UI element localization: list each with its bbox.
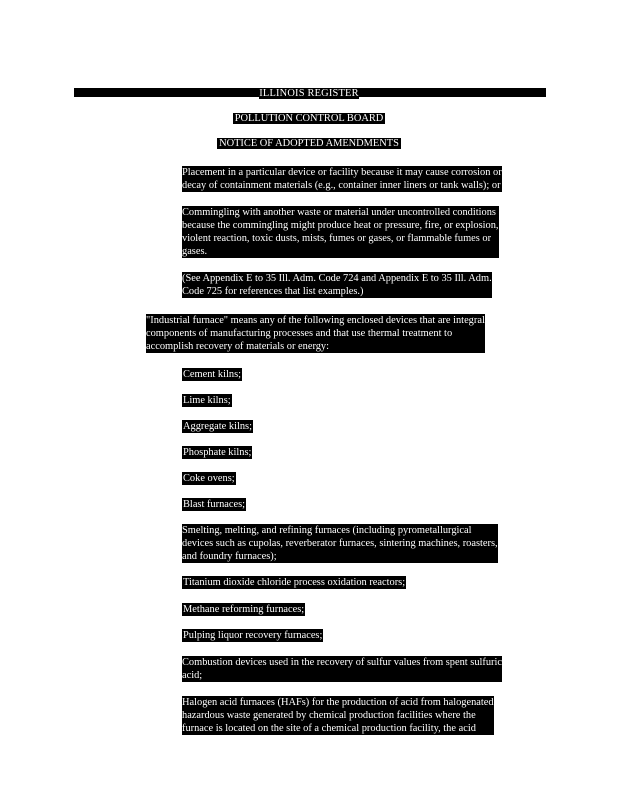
- list-item-halogen: Halogen acid furnaces (HAFs) for the production of acid from halogenated hazardous waste generated by chemical production facilities where the furnace is located on the site of a chemical production facility, the acid: [182, 697, 494, 734]
- register-title: ILLINOIS REGISTER: [259, 88, 359, 99]
- list-item-lime: Lime kilns;: [183, 395, 231, 406]
- list-item-pulping: Pulping liquor recovery furnaces;: [183, 630, 323, 641]
- list-item-methane: Methane reforming furnaces;: [183, 604, 305, 615]
- see-appendix-paragraph: (See Appendix E to 35 Ill. Adm. Code 724 and Appendix E to 35 Ill. Adm. Code 725 for references that list examples.): [182, 273, 492, 297]
- list-item-combustion: Combustion devices used in the recovery of sulfur values from spent sulfuric acid;: [182, 657, 503, 681]
- list-item-cement: Cement kilns;: [183, 369, 242, 380]
- list-item-coke: Coke ovens;: [183, 473, 235, 484]
- list-item-phosphate: Phosphate kilns;: [183, 447, 252, 458]
- list-item-aggregate: Aggregate kilns;: [183, 421, 252, 432]
- list-item-blast: Blast furnaces;: [183, 499, 246, 510]
- placement-paragraph: Placement in a particular device or facility because it may cause corrosion or decay of containment materials (e.g., container inner liners or tank walls); or: [182, 167, 502, 191]
- industrial-furnace-definition: "Industrial furnace" means any of the following enclosed devices that are integral components of manufacturing processes and that use thermal treatment to accomplish recovery of materials or energy:: [146, 315, 485, 352]
- board-title: POLLUTION CONTROL BOARD: [234, 113, 384, 124]
- commingling-paragraph: Commingling with another waste or material under uncontrolled conditions because the commingling might produce heat or pressure, fire, or explosion, violent reaction, toxic dusts, mists, fumes or gases, or flammable fumes or gases.: [182, 207, 499, 257]
- list-item-smelting: Smelting, melting, and refining furnaces (including pyrometallurgical devices such as cupolas, reverberator furnaces, sintering machines, roasters, and foundry furnaces);: [182, 525, 498, 562]
- notice-title: NOTICE OF ADOPTED AMENDMENTS: [219, 138, 399, 149]
- list-item-titanium: Titanium dioxide chloride process oxidation reactors;: [183, 577, 406, 588]
